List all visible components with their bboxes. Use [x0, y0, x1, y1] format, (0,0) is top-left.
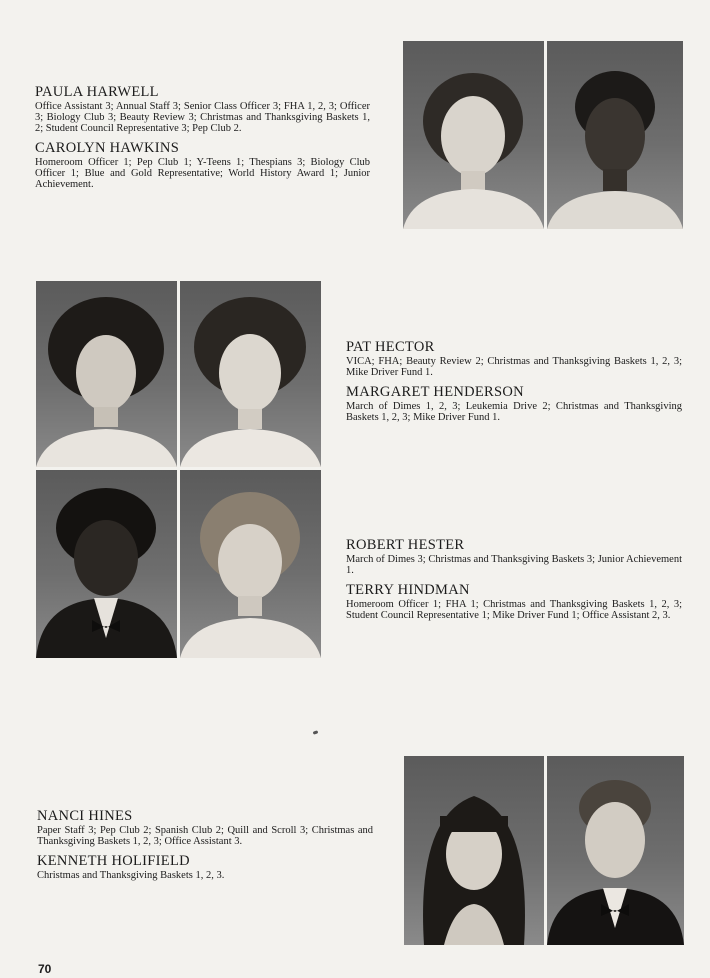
portrait-photo — [403, 41, 544, 229]
entry-group-3 — [346, 537, 682, 627]
student-activities: March of Dimes 3; Christmas and Thanksgiving Baskets 3; Junior Achievement 1. — [346, 554, 682, 576]
student-name: NANCI HINES — [37, 808, 133, 824]
student-activities: VICA; FHA; Beauty Review 2; Christmas and Thanksgiving Baskets 1, 2, 3; Mike Driver Fund 1. — [346, 356, 682, 378]
portrait-photo — [547, 41, 683, 229]
student-name: MARGARET HENDERSON — [346, 384, 524, 400]
student-activities: Christmas and Thanksgiving Baskets 1, 2, 3. — [37, 870, 225, 881]
student-name: PAT HECTOR — [346, 339, 435, 355]
student-name: ROBERT HESTER — [346, 537, 465, 553]
student-activities: Homeroom Officer 1; Pep Club 1; Y-Teens 1; Thespians 3; Biology Club Officer 1; Blue and Gold Representative; World History Award 1; Junior Achievement. — [35, 157, 370, 190]
entry-group-4 — [37, 808, 373, 887]
page-number: 70 — [38, 962, 52, 976]
portrait-photo — [547, 756, 684, 945]
portrait-photo — [36, 470, 177, 658]
portrait-photo — [404, 756, 544, 945]
student-activities: Paper Staff 3; Pep Club 2; Spanish Club 2; Quill and Scroll 3; Christmas and Thanksgiving Baskets 1, 2, 3; Office Assistant 3. — [37, 825, 373, 847]
student-name: TERRY HINDMAN — [346, 582, 470, 598]
student-activities: Homeroom Officer 1; FHA 1; Christmas and Thanksgiving Baskets 1, 2, 3; Student Council Representative 1; Mike Driver Fund 1; Office Assistant 2, 3. — [346, 599, 682, 621]
student-activities: March of Dimes 1, 2, 3; Leukemia Drive 2; Christmas and Thanksgiving Baskets 1, 2, 3; Mike Driver Fund 1. — [346, 401, 682, 423]
portrait-photo — [180, 470, 321, 658]
entry-group-2 — [346, 339, 682, 429]
student-name: PAULA HARWELL — [35, 84, 159, 100]
portrait-photo — [180, 281, 321, 467]
student-activities: Office Assistant 3; Annual Staff 3; Senior Class Officer 3; FHA 1, 2, 3; Officer 3; Biology Club 3; Beauty Review 3; Christmas and Thanksgiving Baskets 1, 2; Student Council Representative 3; Pep Club 2. — [35, 101, 370, 134]
student-name: CAROLYN HAWKINS — [35, 140, 180, 156]
print-speck — [313, 730, 319, 735]
student-name: KENNETH HOLIFIELD — [37, 853, 190, 869]
portrait-photo — [36, 281, 177, 467]
entry-group-1 — [35, 84, 370, 196]
